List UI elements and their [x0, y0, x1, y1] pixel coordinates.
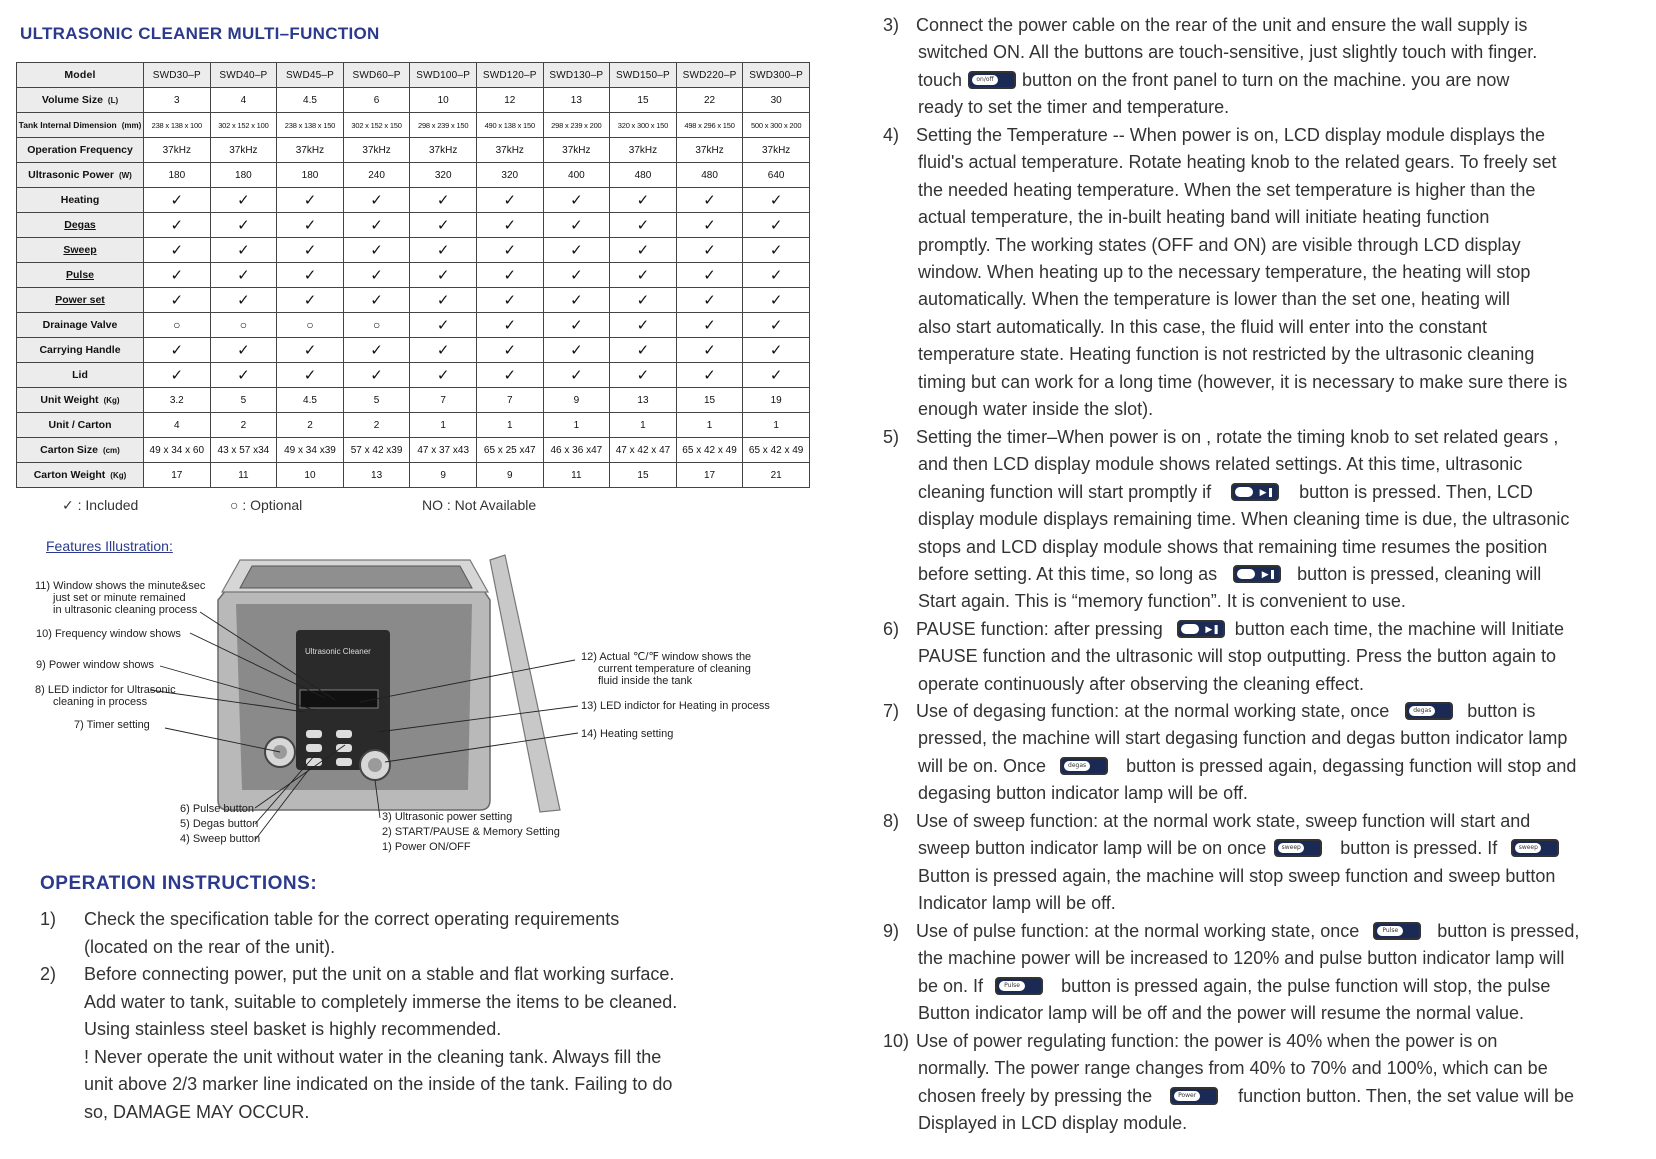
model-header-cell: SWD300–P: [743, 63, 810, 88]
spec-cell: ✓: [144, 238, 211, 263]
spec-cell: ✓: [610, 213, 677, 238]
spec-cell: 21: [743, 463, 810, 488]
spec-cell: 49 x 34 x39: [277, 438, 344, 463]
spec-cell: ✓: [743, 338, 810, 363]
lcd-display: [300, 690, 378, 708]
spec-cell: ✓: [277, 263, 344, 288]
spec-cell: ✓: [610, 188, 677, 213]
spec-cell: 47 x 37 x43: [410, 438, 477, 463]
spec-cell: ○: [343, 313, 410, 338]
spec-cell: ✓: [343, 188, 410, 213]
spec-cell: ✓: [743, 288, 810, 313]
spec-row-label: Degas: [17, 213, 144, 238]
spec-cell: 1: [543, 413, 610, 438]
spec-cell: ✓: [277, 338, 344, 363]
spec-cell: 37kHz: [343, 138, 410, 163]
model-header-cell: SWD30–P: [144, 63, 211, 88]
step-10: 10) Use of power regulating function: the power is 40% when the power is on normally. The power range changes from 40% to 70% and 100%, which can be chosen freely by pressing the Power function button. Then, the set value will be Displayed in LCD display module.: [883, 1031, 1575, 1134]
callout-7: 7) Timer setting: [74, 719, 150, 731]
spec-cell: 3.2: [144, 388, 211, 413]
spec-cell: 37kHz: [277, 138, 344, 163]
spec-cell: 37kHz: [410, 138, 477, 163]
spec-cell: ✓: [543, 238, 610, 263]
step-2: 2) Before connecting power, put the unit on a stable and flat working surface. Add water to tank, suitable to completely immerse the items to be cleaned. Using stainless steel basket is highly recommended. ! Never operate the unit without water in the cleaning tank. Always fill the unit above 2/3 marker line indicated on the inside of the tank. Failing to do so, DAMAGE MAY OCCUR.: [40, 964, 678, 1122]
spec-cell: ✓: [476, 288, 543, 313]
spec-cell: ✓: [610, 338, 677, 363]
spec-row-label: Pulse: [17, 263, 144, 288]
spec-cell: 5: [343, 388, 410, 413]
spec-cell: ✓: [543, 188, 610, 213]
start-pause-button-icon: ▶❚: [1233, 565, 1281, 583]
spec-cell: ✓: [743, 263, 810, 288]
callout-9: 9) Power window shows: [36, 659, 154, 671]
spec-cell: ✓: [410, 213, 477, 238]
spec-cell: ✓: [676, 213, 743, 238]
spec-cell: ✓: [476, 313, 543, 338]
spec-cell: ✓: [410, 288, 477, 313]
spec-cell: ✓: [144, 263, 211, 288]
spec-cell: ✓: [676, 263, 743, 288]
spec-cell: ✓: [543, 263, 610, 288]
spec-row-label: Power set: [17, 288, 144, 313]
spec-cell: ✓: [210, 213, 277, 238]
model-header: Model: [17, 63, 144, 88]
spec-cell: 320: [476, 163, 543, 188]
onoff-button-icon: on/off: [968, 71, 1016, 89]
spec-cell: ✓: [277, 288, 344, 313]
spec-cell: ✓: [476, 263, 543, 288]
spec-cell: ✓: [210, 238, 277, 263]
sweep-button-icon: sweep: [1511, 839, 1559, 857]
features-illustration: [0, 0, 820, 880]
step-3: 3) Connect the power cable on the rear of the unit and ensure the wall supply is switched ON. All the buttons are touch-sensitive, just slightly touch with finger. touch on/off button on the front panel to turn on the machine. you are now ready to set the timer and temperature.: [883, 15, 1538, 118]
spec-cell: 17: [676, 463, 743, 488]
step-7: 7) Use of degasing function: at the normal working state, once degas button is pressed, the machine will start degasing function and degas button indicator lamp will be on. Once degas button is pressed again, degassing function will stop and degasing button indicator lamp will be off.: [883, 701, 1577, 804]
spec-cell: 12: [476, 88, 543, 113]
spec-cell: 10: [410, 88, 477, 113]
spec-cell: 7: [476, 388, 543, 413]
spec-cell: ✓: [543, 313, 610, 338]
spec-cell: 1: [476, 413, 543, 438]
start-pause-button-icon: ▶❚: [1231, 483, 1279, 501]
spec-cell: ✓: [676, 338, 743, 363]
spec-cell: 2: [277, 413, 344, 438]
spec-cell: 498 x 296 x 150: [676, 113, 743, 138]
spec-cell: 22: [676, 88, 743, 113]
spec-cell: ✓: [543, 288, 610, 313]
callout-4: 4) Sweep button: [180, 833, 261, 845]
spec-cell: ✓: [476, 363, 543, 388]
spec-row-label: Unit / Carton: [17, 413, 144, 438]
spec-cell: ✓: [743, 188, 810, 213]
spec-cell: 15: [610, 463, 677, 488]
spec-cell: ✓: [210, 288, 277, 313]
spec-cell: 1: [743, 413, 810, 438]
cleaner-device: [218, 555, 560, 812]
spec-cell: 490 x 138 x 150: [476, 113, 543, 138]
spec-cell: 2: [210, 413, 277, 438]
spec-row-label: Carrying Handle: [17, 338, 144, 363]
callout-13: 13) LED indictor for Heating in process: [581, 700, 770, 712]
spec-cell: 10: [277, 463, 344, 488]
spec-cell: 4: [210, 88, 277, 113]
spec-cell: 9: [410, 463, 477, 488]
spec-cell: 11: [543, 463, 610, 488]
spec-cell: ✓: [343, 213, 410, 238]
spec-cell: 238 x 138 x 150: [277, 113, 344, 138]
spec-cell: ✓: [610, 363, 677, 388]
spec-cell: ✓: [543, 363, 610, 388]
spec-cell: ✓: [476, 338, 543, 363]
spec-cell: ✓: [743, 363, 810, 388]
spec-cell: ✓: [343, 363, 410, 388]
sweep-button-icon: sweep: [1274, 839, 1322, 857]
spec-row-label: Unit Weight (Kg): [17, 388, 144, 413]
spec-cell: ○: [210, 313, 277, 338]
spec-cell: ✓: [676, 313, 743, 338]
spec-cell: 180: [210, 163, 277, 188]
spec-cell: 57 x 42 x39: [343, 438, 410, 463]
spec-cell: ✓: [476, 213, 543, 238]
spec-cell: 65 x 42 x 49: [743, 438, 810, 463]
spec-cell: 13: [610, 388, 677, 413]
spec-cell: 4.5: [277, 88, 344, 113]
degas-button-icon: degas: [1405, 702, 1453, 720]
model-header-cell: SWD40–P: [210, 63, 277, 88]
spec-cell: ✓: [676, 363, 743, 388]
spec-cell: ✓: [610, 238, 677, 263]
spec-cell: 480: [610, 163, 677, 188]
spec-cell: 49 x 34 x 60: [144, 438, 211, 463]
page-title: ULTRASONIC CLEANER MULTI–FUNCTION: [20, 24, 380, 43]
spec-cell: 46 x 36 x47: [543, 438, 610, 463]
model-header-cell: SWD120–P: [476, 63, 543, 88]
spec-row-label: Volume Size (L): [17, 88, 144, 113]
spec-cell: ✓: [410, 313, 477, 338]
pulse-button-icon: Pulse: [995, 977, 1043, 995]
spec-cell: 238 x 138 x 100: [144, 113, 211, 138]
spec-cell: ✓: [343, 338, 410, 363]
spec-cell: ✓: [610, 288, 677, 313]
spec-cell: 13: [543, 88, 610, 113]
callout-3: 3) Ultrasonic power setting: [382, 811, 513, 823]
pulse-button-icon: Pulse: [1373, 922, 1421, 940]
spec-cell: ✓: [543, 338, 610, 363]
spec-cell: ✓: [410, 188, 477, 213]
spec-cell: 37kHz: [476, 138, 543, 163]
spec-cell: 1: [676, 413, 743, 438]
spec-cell: ✓: [743, 313, 810, 338]
spec-cell: ✓: [343, 263, 410, 288]
legend-optional: ○ : Optional: [230, 497, 303, 513]
spec-cell: 4.5: [277, 388, 344, 413]
spec-row-label: Lid: [17, 363, 144, 388]
step-4: 4) Setting the Temperature -- When power is on, LCD display module displays the fluid's actual temperature. Rotate heating knob to the related gears. To freely set the needed heating temperature. When the set temperature is higher than the actual temperature, the in-built heating band will initiate heating function promptly. The working states (OFF and ON) are visible through LCD display window. When heating up to the necessary temperature, the heating will stop automatically. When the temperature is lower than the set one, heating will also start automatically. In this case, the fluid will enter into the constant temperature state. Heating function is not restricted by the ultrasonic cleaning timing but can work for a long time (however, it is necessary to make sure there is enough water inside the slot).: [883, 125, 1568, 420]
spec-cell: ✓: [676, 288, 743, 313]
model-header-cell: SWD130–P: [543, 63, 610, 88]
spec-cell: 15: [676, 388, 743, 413]
callout-11: 11) Window shows the minute&sec just set or minute remained in ultrasonic cleaning process: [35, 580, 206, 616]
spec-cell: 302 x 152 x 100: [210, 113, 277, 138]
step-1: 1) Check the specification table for the correct operating requirements (located on the rear of the unit).: [40, 909, 620, 957]
spec-row-label: Sweep: [17, 238, 144, 263]
spec-cell: ✓: [743, 213, 810, 238]
spec-cell: ✓: [210, 338, 277, 363]
spec-cell: 65 x 42 x 49: [676, 438, 743, 463]
spec-cell: ✓: [743, 238, 810, 263]
spec-cell: ✓: [343, 288, 410, 313]
spec-row-label: Carton Size (cm): [17, 438, 144, 463]
spec-cell: ○: [144, 313, 211, 338]
spec-cell: ✓: [210, 263, 277, 288]
lid: [490, 555, 560, 812]
spec-cell: ✓: [210, 188, 277, 213]
spec-cell: ✓: [476, 238, 543, 263]
spec-cell: 298 x 239 x 200: [543, 113, 610, 138]
device-label: Ultrasonic Cleaner: [305, 647, 371, 656]
spec-cell: 37kHz: [144, 138, 211, 163]
spec-cell: 37kHz: [210, 138, 277, 163]
spec-cell: ✓: [410, 238, 477, 263]
spec-cell: ✓: [543, 213, 610, 238]
spec-row-label: Carton Weight (Kg): [17, 463, 144, 488]
spec-cell: 3: [144, 88, 211, 113]
spec-row-label: Heating: [17, 188, 144, 213]
operation-title: OPERATION INSTRUCTIONS:: [40, 873, 318, 894]
spec-cell: ✓: [144, 338, 211, 363]
spec-cell: 1: [410, 413, 477, 438]
spec-cell: ✓: [676, 188, 743, 213]
spec-cell: 480: [676, 163, 743, 188]
spec-cell: 43 x 57 x34: [210, 438, 277, 463]
step-6: 6) PAUSE function: after pressing ▶❚ button each time, the machine will Initiate PAUSE function and the ultrasonic will stop outputting. Press the button again to operate continuously after observing the cleaning effect.: [883, 619, 1564, 694]
spec-cell: 320: [410, 163, 477, 188]
spec-cell: 37kHz: [743, 138, 810, 163]
model-header-cell: SWD60–P: [343, 63, 410, 88]
spec-row-label: Ultrasonic Power (W): [17, 163, 144, 188]
spec-row-label: Tank Internal Dimension (mm): [17, 113, 144, 138]
model-header-cell: SWD45–P: [277, 63, 344, 88]
spec-cell: ✓: [277, 238, 344, 263]
spec-row-label: Drainage Valve: [17, 313, 144, 338]
spec-cell: 7: [410, 388, 477, 413]
spec-cell: 500 x 300 x 200: [743, 113, 810, 138]
model-header-cell: SWD150–P: [610, 63, 677, 88]
callout-12: 12) Actual ℃/℉ window shows the current temperature of cleaning fluid inside the tank: [581, 651, 752, 687]
spec-cell: ✓: [144, 188, 211, 213]
callout-2: 2) START/PAUSE & Memory Setting: [382, 826, 560, 838]
spec-cell: ○: [277, 313, 344, 338]
spec-cell: 180: [277, 163, 344, 188]
spec-cell: 302 x 152 x 150: [343, 113, 410, 138]
power-button-icon: Power: [1170, 1087, 1218, 1105]
spec-cell: ✓: [610, 263, 677, 288]
callout-6: 6) Pulse button: [180, 803, 254, 815]
spec-cell: ✓: [277, 188, 344, 213]
spec-cell: ✓: [210, 363, 277, 388]
spec-cell: 4: [144, 413, 211, 438]
spec-cell: 13: [343, 463, 410, 488]
spec-cell: 11: [210, 463, 277, 488]
spec-cell: 1: [610, 413, 677, 438]
spec-cell: 37kHz: [543, 138, 610, 163]
spec-cell: ✓: [144, 288, 211, 313]
spec-cell: ✓: [476, 188, 543, 213]
spec-cell: ✓: [676, 238, 743, 263]
spec-cell: 320 x 300 x 150: [610, 113, 677, 138]
callout-8: 8) LED indictor for Ultrasonic cleaning in process: [35, 684, 176, 708]
spec-cell: 400: [543, 163, 610, 188]
spec-cell: ✓: [610, 313, 677, 338]
spec-cell: 2: [343, 413, 410, 438]
callout-1: 1) Power ON/OFF: [382, 841, 471, 853]
spec-cell: 640: [743, 163, 810, 188]
spec-cell: 30: [743, 88, 810, 113]
spec-cell: 5: [210, 388, 277, 413]
spec-row-label: Operation Frequency: [17, 138, 144, 163]
spec-cell: 9: [476, 463, 543, 488]
step-9: 9) Use of pulse function: at the normal working state, once Pulse button is pressed, the machine power will be increased to 120% and pulse button indicator lamp will be on. If Pulse button is pressed again, the pulse function will stop, the pulse Button indicator lamp will be off and the power will resume the normal value.: [883, 921, 1580, 1024]
spec-cell: 6: [343, 88, 410, 113]
spec-cell: 9: [543, 388, 610, 413]
spec-cell: ✓: [410, 263, 477, 288]
spec-cell: 37kHz: [676, 138, 743, 163]
spec-cell: ✓: [410, 363, 477, 388]
step-8: 8) Use of sweep function: at the normal work state, sweep function will start and sweep button indicator lamp will be on once sweep button is pressed. If sweep Button is pressed again, the machine will stop sweep function and sweep button Indicator lamp will be off.: [883, 808, 1559, 918]
spec-cell: 17: [144, 463, 211, 488]
model-header-cell: SWD220–P: [676, 63, 743, 88]
callout-5: 5) Degas button: [180, 818, 259, 830]
features-title: Features Illustration:: [46, 538, 173, 554]
spec-cell: 47 x 42 x 47: [610, 438, 677, 463]
legend-not-available: NO : Not Available: [422, 497, 537, 513]
spec-cell: 37kHz: [610, 138, 677, 163]
spec-cell: 298 x 239 x 150: [410, 113, 477, 138]
spec-cell: 19: [743, 388, 810, 413]
spec-cell: ✓: [144, 363, 211, 388]
degas-button-icon: degas: [1060, 757, 1108, 775]
spec-cell: ✓: [277, 363, 344, 388]
callout-10: 10) Frequency window shows: [36, 628, 181, 640]
callout-14: 14) Heating setting: [581, 728, 674, 740]
spec-cell: 15: [610, 88, 677, 113]
legend-included: ✓ : Included: [62, 497, 139, 513]
start-pause-button-icon: ▶❚: [1177, 620, 1225, 638]
spec-cell: ✓: [144, 213, 211, 238]
model-header-cell: SWD100–P: [410, 63, 477, 88]
spec-cell: ✓: [277, 213, 344, 238]
spec-cell: 240: [343, 163, 410, 188]
spec-cell: ✓: [343, 238, 410, 263]
spec-cell: ✓: [410, 338, 477, 363]
spec-cell: 65 x 25 x47: [476, 438, 543, 463]
spec-cell: 180: [144, 163, 211, 188]
step-5: 5) Setting the timer–When power is on , rotate the timing knob to set related gears , and then LCD display module shows related settings. At this time, ultrasonic cleaning function will start promptly if ▶❚ button is pressed. Then, LCD display module displays remaining time. When cleaning time is due, the ultrasonic stops and LCD display module shows that remaining time resumes the position before setting. At this time, so long as ▶❚ button is pressed, cleaning will Start again. This is “memory function”. It is convenient to use.: [883, 427, 1570, 612]
